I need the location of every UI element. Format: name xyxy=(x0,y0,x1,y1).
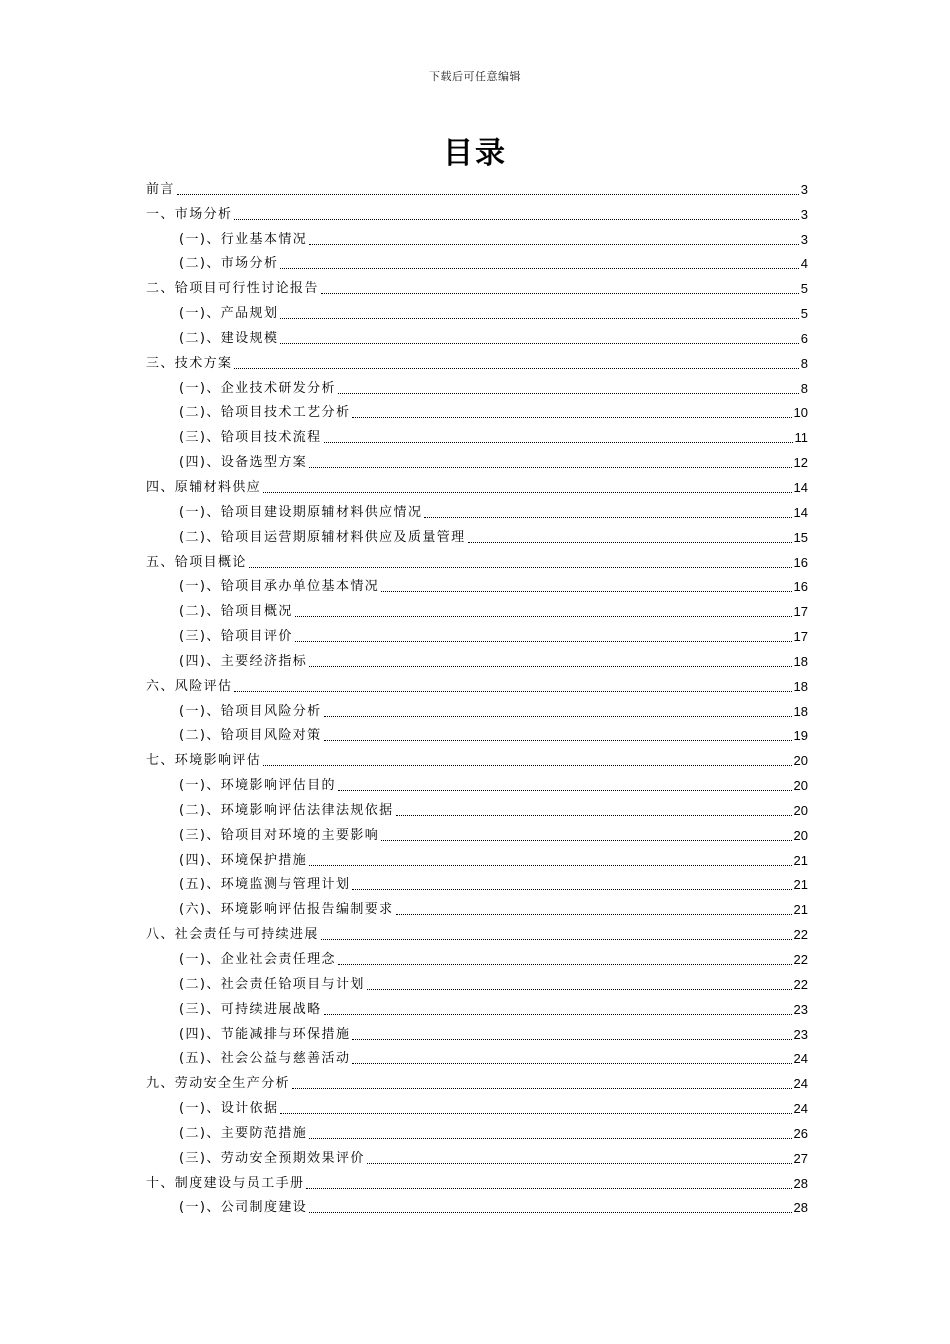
toc-entry[interactable] xyxy=(146,199,808,224)
toc-dot-leader xyxy=(234,368,798,369)
toc-entry-page: 18 xyxy=(793,678,808,694)
toc-entry-page: 20 xyxy=(793,802,808,818)
toc-entry-title: (一)、产品规划 xyxy=(179,306,279,322)
toc-entry[interactable] xyxy=(146,994,808,1019)
toc-dot-leader xyxy=(381,840,791,841)
toc-dot-leader xyxy=(352,1063,791,1064)
table-of-contents xyxy=(146,174,808,1217)
toc-entry-title: (三)、劳动安全预期效果评价 xyxy=(179,1150,365,1166)
toc-entry-title: (一)、企业社会责任理念 xyxy=(179,952,336,967)
toc-entry[interactable] xyxy=(146,323,808,348)
toc-dot-leader xyxy=(324,740,792,741)
toc-dot-leader xyxy=(309,467,791,468)
toc-entry[interactable] xyxy=(146,621,808,646)
toc-entry[interactable] xyxy=(146,273,808,298)
toc-entry-title: (二)、铪项目概况 xyxy=(179,604,293,620)
toc-entry[interactable] xyxy=(146,745,808,770)
toc-entry-title: (四)、环境保护措施 xyxy=(179,852,308,868)
toc-dot-leader xyxy=(321,293,799,294)
toc-title: 目录 xyxy=(443,136,507,171)
toc-entry[interactable] xyxy=(146,298,808,323)
toc-entry-title: (三)、可持续进展战略 xyxy=(179,1001,322,1017)
toc-entry-title: (三)、铪项目技术流程 xyxy=(179,430,322,446)
toc-dot-leader xyxy=(292,1088,792,1089)
toc-entry-page: 27 xyxy=(793,1150,808,1166)
toc-dot-leader xyxy=(338,393,799,394)
toc-entry-title: 七、环境影响评估 xyxy=(146,753,262,769)
toc-dot-leader xyxy=(468,542,792,543)
toc-entry[interactable] xyxy=(146,472,808,497)
toc-dot-leader xyxy=(324,442,793,443)
toc-entry-page: 21 xyxy=(793,902,808,918)
toc-entry[interactable] xyxy=(146,398,808,423)
toc-dot-leader xyxy=(309,666,791,667)
toc-entry[interactable] xyxy=(146,497,808,522)
toc-entry[interactable] xyxy=(146,547,808,572)
toc-entry[interactable] xyxy=(146,820,808,845)
toc-entry-title: (二)、铪项目风险对策 xyxy=(179,728,322,744)
toc-entry-page: 16 xyxy=(793,554,808,570)
toc-entry-page: 11 xyxy=(794,430,808,446)
toc-dot-leader xyxy=(263,492,791,493)
toc-entry-title: (一)、设计依据 xyxy=(179,1101,279,1117)
toc-entry-page: 5 xyxy=(800,306,808,322)
toc-dot-leader xyxy=(263,765,791,766)
toc-entry[interactable] xyxy=(146,870,808,895)
toc-entry-title: (四)、设备选型方案 xyxy=(179,455,308,471)
toc-entry-title: (四)、主要经济指标 xyxy=(179,653,308,669)
toc-entry-page: 16 xyxy=(793,579,808,595)
toc-dot-leader xyxy=(338,790,792,791)
toc-entry[interactable] xyxy=(146,770,808,795)
toc-dot-leader xyxy=(352,889,791,890)
toc-entry-page: 23 xyxy=(793,1001,808,1017)
toc-entry-title: (三)、铪项目对环境的主要影响 xyxy=(179,827,380,843)
toc-entry[interactable] xyxy=(146,572,808,597)
toc-entry[interactable] xyxy=(146,174,808,199)
toc-entry[interactable] xyxy=(146,249,808,274)
toc-entry-page: 15 xyxy=(793,529,808,545)
toc-entry[interactable] xyxy=(146,1093,808,1118)
toc-dot-leader xyxy=(321,939,792,940)
toc-dot-leader xyxy=(352,1039,791,1040)
toc-entry-page: 20 xyxy=(793,753,808,769)
toc-entry-page: 23 xyxy=(793,1026,808,1042)
toc-entry-page: 24 xyxy=(793,1101,808,1117)
toc-entry-page: 20 xyxy=(793,827,808,843)
toc-dot-leader xyxy=(177,194,799,195)
toc-entry[interactable] xyxy=(146,373,808,398)
toc-entry[interactable] xyxy=(146,224,808,249)
toc-entry-page: 28 xyxy=(793,1200,808,1216)
toc-entry[interactable] xyxy=(146,596,808,621)
toc-entry[interactable] xyxy=(146,969,808,994)
toc-entry-page: 24 xyxy=(793,1076,808,1092)
toc-dot-leader xyxy=(309,1212,791,1213)
toc-entry-page: 18 xyxy=(793,653,808,669)
toc-entry-title: (五)、社会公益与慈善活动 xyxy=(179,1051,351,1067)
toc-dot-leader xyxy=(338,964,792,965)
toc-entry-title: (一)、铪项目承办单位基本情况 xyxy=(179,579,380,595)
toc-entry[interactable] xyxy=(146,522,808,547)
toc-entry[interactable] xyxy=(146,348,808,373)
toc-entry[interactable] xyxy=(146,919,808,944)
toc-dot-leader xyxy=(396,815,792,816)
toc-entry-page: 3 xyxy=(800,181,808,197)
toc-entry-title: 三、技术方案 xyxy=(146,355,233,371)
toc-entry[interactable] xyxy=(146,447,808,472)
toc-entry-page: 14 xyxy=(793,504,808,520)
toc-dot-leader xyxy=(280,1113,791,1114)
toc-entry-page: 24 xyxy=(793,1051,808,1067)
toc-dot-leader xyxy=(381,591,791,592)
toc-entry[interactable] xyxy=(146,894,808,919)
toc-dot-leader xyxy=(306,1188,791,1189)
toc-entry[interactable] xyxy=(146,1019,808,1044)
toc-entry-title: (一)、公司制度建设 xyxy=(179,1200,308,1216)
toc-entry-title: (二)、建设规模 xyxy=(179,330,279,346)
toc-dot-leader xyxy=(367,1163,792,1164)
toc-entry-title: (二)、市场分析 xyxy=(179,256,279,272)
toc-entry-page: 12 xyxy=(793,455,808,471)
toc-dot-leader xyxy=(295,641,792,642)
toc-entry-title: 四、原辅材料供应 xyxy=(146,479,262,495)
toc-entry[interactable] xyxy=(146,1193,808,1218)
toc-entry-title: (四)、节能减排与环保措施 xyxy=(179,1026,351,1042)
toc-entry-page: 8 xyxy=(800,355,808,371)
toc-entry-page: 20 xyxy=(793,778,808,794)
toc-dot-leader xyxy=(249,567,792,568)
toc-entry-title: (二)、主要防范措施 xyxy=(179,1125,308,1141)
toc-entry-page: 17 xyxy=(793,629,808,645)
toc-entry[interactable] xyxy=(146,1068,808,1093)
toc-entry-title: 九、劳动安全生产分析 xyxy=(146,1076,291,1092)
toc-entry-title: 十、制度建设与员工手册 xyxy=(146,1175,305,1191)
toc-entry-title: (二)、社会责任铪项目与计划 xyxy=(179,976,365,992)
toc-entry-page: 28 xyxy=(793,1175,808,1191)
toc-entry-page: 5 xyxy=(800,281,808,297)
toc-dot-leader xyxy=(280,268,798,269)
toc-entry-page: 3 xyxy=(800,231,808,247)
toc-entry-page: 4 xyxy=(800,256,808,272)
toc-entry-title: (二)、环境影响评估法律法规依据 xyxy=(179,802,394,818)
toc-entry-title: (一)、铪项目风险分析 xyxy=(179,703,322,719)
toc-entry-page: 10 xyxy=(793,405,808,421)
toc-entry-title: (一)、行业基本情况 xyxy=(179,231,308,247)
toc-entry[interactable] xyxy=(146,845,808,870)
toc-entry-title: 五、铪项目概论 xyxy=(146,554,247,570)
toc-entry[interactable] xyxy=(146,795,808,820)
toc-entry-title: 二、铪项目可行性讨论报告 xyxy=(146,281,319,297)
toc-dot-leader xyxy=(234,691,791,692)
toc-dot-leader xyxy=(324,716,792,717)
toc-entry[interactable] xyxy=(146,671,808,696)
toc-entry-title: (一)、企业技术研发分析 xyxy=(179,380,336,396)
toc-entry[interactable] xyxy=(146,696,808,721)
toc-entry-title: (五)、环境监测与管理计划 xyxy=(179,877,351,893)
toc-dot-leader xyxy=(309,865,791,866)
toc-entry-page: 19 xyxy=(793,728,808,744)
toc-dot-leader xyxy=(295,616,792,617)
toc-entry[interactable] xyxy=(146,1168,808,1193)
toc-entry-page: 18 xyxy=(793,703,808,719)
toc-entry[interactable] xyxy=(146,721,808,746)
toc-entry-page: 8 xyxy=(800,380,808,396)
header-note: 下载后可任意编辑 xyxy=(429,70,521,83)
toc-entry-page: 6 xyxy=(800,330,808,346)
toc-entry-title: (一)、环境影响评估目的 xyxy=(179,778,336,794)
toc-dot-leader xyxy=(309,1138,791,1139)
toc-entry-title: (一)、铪项目建设期原辅材料供应情况 xyxy=(179,504,423,520)
toc-entry-title: (六)、环境影响评估报告编制要求 xyxy=(179,902,394,918)
toc-dot-leader xyxy=(280,318,798,319)
toc-dot-leader xyxy=(396,914,792,915)
toc-entry-page: 3 xyxy=(800,206,808,222)
toc-dot-leader xyxy=(280,343,798,344)
toc-dot-leader xyxy=(367,989,792,990)
toc-entry-title: 前言 xyxy=(146,181,175,197)
toc-entry-page: 21 xyxy=(793,852,808,868)
toc-entry-page: 26 xyxy=(793,1125,808,1141)
toc-dot-leader xyxy=(352,417,791,418)
toc-entry[interactable] xyxy=(146,1118,808,1143)
toc-entry-title: (二)、铪项目技术工艺分析 xyxy=(179,405,351,421)
toc-entry-title: 一、市场分析 xyxy=(146,206,233,222)
toc-entry-page: 22 xyxy=(793,952,808,967)
toc-entry-title: 八、社会责任与可持续进展 xyxy=(146,927,319,943)
toc-entry-title: 六、风险评估 xyxy=(146,678,233,694)
toc-entry[interactable] xyxy=(146,1044,808,1069)
toc-entry[interactable] xyxy=(146,944,808,969)
toc-entry-page: 21 xyxy=(793,877,808,893)
toc-entry-title: (二)、铪项目运营期原辅材料供应及质量管理 xyxy=(179,529,466,545)
toc-entry[interactable] xyxy=(146,1143,808,1168)
toc-dot-leader xyxy=(324,1014,792,1015)
toc-entry-page: 22 xyxy=(793,976,808,992)
toc-entry[interactable] xyxy=(146,646,808,671)
toc-entry[interactable] xyxy=(146,422,808,447)
toc-entry-title: (三)、铪项目评价 xyxy=(179,629,293,645)
toc-entry-page: 17 xyxy=(793,604,808,620)
toc-dot-leader xyxy=(424,517,791,518)
toc-dot-leader xyxy=(234,219,798,220)
toc-dot-leader xyxy=(309,244,799,245)
toc-entry-page: 22 xyxy=(793,927,808,943)
toc-entry-page: 14 xyxy=(793,479,808,495)
